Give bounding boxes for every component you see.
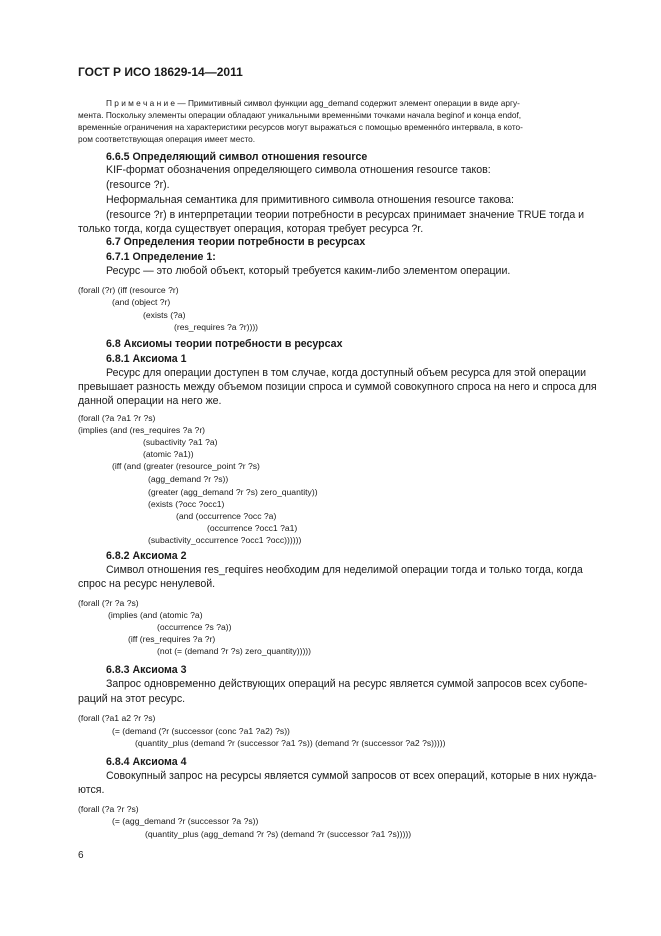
note-line: мента. Поскольку элементы операции обладают уникальными временны́ми точками начала beginof и конца endof, [78, 110, 522, 120]
code-line: (and (occurrence ?occ ?a) [176, 511, 277, 521]
code-line: (agg_demand ?r ?s)) [148, 474, 229, 484]
body-line: только тогда, когда существует операция, которая требует ресурса ?r. [78, 223, 424, 235]
body-line: Запрос одновременно действующих операций на ресурс является суммой запросов всех субопе- [106, 678, 588, 690]
section-heading: 6.8.3 Аксиома 3 [106, 664, 187, 676]
section-heading: 6.8.1 Аксиома 1 [106, 353, 187, 365]
body-line: спрос на ресурс ненулевой. [78, 578, 216, 590]
body-line: Ресурс — это любой объект, который требуется каким-либо элементом операции. [106, 265, 511, 277]
body-line: Совокупный запрос на ресурсы является суммой запросов от всех операций, которые в них нужда- [106, 770, 597, 782]
note-line: П р и м е ч а н и е — Примитивный символ функции agg_demand содержит элемент операции в виде аргу- [106, 98, 520, 108]
code-line: (res_requires ?a ?r)))) [174, 322, 259, 332]
code-line: (exists (?a) [143, 310, 186, 320]
code-line: (forall (?a1 a2 ?r ?s) [78, 713, 156, 723]
page-number: 6 [78, 850, 84, 861]
code-line: (exists (?occ ?occ1) [148, 499, 225, 509]
code-line: (not (= (demand ?r ?s) zero_quantity))))) [157, 646, 312, 656]
code-line: (= (demand (?r (successor (conc ?a1 ?a2) ?s)) [112, 726, 290, 736]
code-line: (iff (and (greater (resource_point ?r ?s) [112, 461, 260, 471]
code-line: (= (agg_demand ?r (successor ?a ?s)) [112, 816, 259, 826]
body-line: Символ отношения res_requires необходим для неделимой операции тогда и только тогда, когда [106, 564, 583, 576]
code-line: (implies (and (res_requires ?a ?r) [78, 425, 206, 435]
section-heading: 6.8.4 Аксиома 4 [106, 756, 187, 768]
section-heading: 6.8.2 Аксиома 2 [106, 550, 187, 562]
code-line: (and (object ?r) [112, 297, 171, 307]
body-line: превышает разность между объемом позиции спроса и суммой совокупного спроса на него и спроса для [78, 381, 597, 393]
section-heading: 6.7 Определения теории потребности в ресурсах [106, 236, 366, 248]
body-line: ются. [78, 784, 105, 796]
note-line: временны́е ограничения на характеристики ресурсов могут выражаться с помощью временно́го интервала, в кото- [78, 122, 523, 132]
body-line: (resource ?r) в интерпретации теории потребности в ресурсах принимает значение TRUE тогда и [106, 209, 585, 221]
code-line: (forall (?r ?a ?s) [78, 598, 139, 608]
code-line: (iff (res_requires ?a ?r) [128, 634, 216, 644]
body-line: Неформальная семантика для примитивного символа отношения resource такова: [106, 194, 514, 206]
note-line: ром соответствующая операция имеет место. [78, 134, 256, 144]
code-line: (forall (?a ?r ?s) [78, 804, 139, 814]
code-line: (subactivity ?a1 ?a) [143, 437, 218, 447]
body-line: раций на этот ресурс. [78, 693, 186, 705]
code-line: (quantity_plus (agg_demand ?r ?s) (demand ?r (successor ?a1 ?s))))) [145, 829, 412, 839]
section-heading: 6.8 Аксиомы теории потребности в ресурсах [106, 338, 343, 350]
code-line: (atomic ?a1)) [143, 449, 194, 459]
document-header: ГОСТ Р ИСО 18629-14—2011 [78, 65, 243, 79]
code-line: (occurrence ?occ1 ?a1) [207, 523, 298, 533]
code-line: (implies (and (atomic ?a) [108, 610, 203, 620]
body-line: данной операции на него же. [78, 395, 222, 407]
section-heading: 6.7.1 Определение 1: [106, 251, 216, 263]
code-line: (forall (?r) (iff (resource ?r) [78, 285, 179, 295]
body-line: (resource ?r). [106, 179, 170, 191]
code-line: (greater (agg_demand ?r ?s) zero_quantity)) [148, 487, 318, 497]
body-line: KIF-формат обозначения определяющего символа отношения resource таков: [106, 164, 491, 176]
code-line: (quantity_plus (demand ?r (successor ?a1 ?s)) (demand ?r (successor ?a2 ?s))))) [135, 738, 446, 748]
code-line: (occurrence ?s ?a)) [157, 622, 232, 632]
code-line: (subactivity_occurrence ?occ1 ?occ)))))) [148, 535, 302, 545]
code-line: (forall (?a ?a1 ?r ?s) [78, 413, 156, 423]
body-line: Ресурс для операции доступен в том случае, когда доступный объем ресурса для этой операции [106, 367, 587, 379]
section-heading: 6.6.5 Определяющий символ отношения resource [106, 151, 368, 163]
